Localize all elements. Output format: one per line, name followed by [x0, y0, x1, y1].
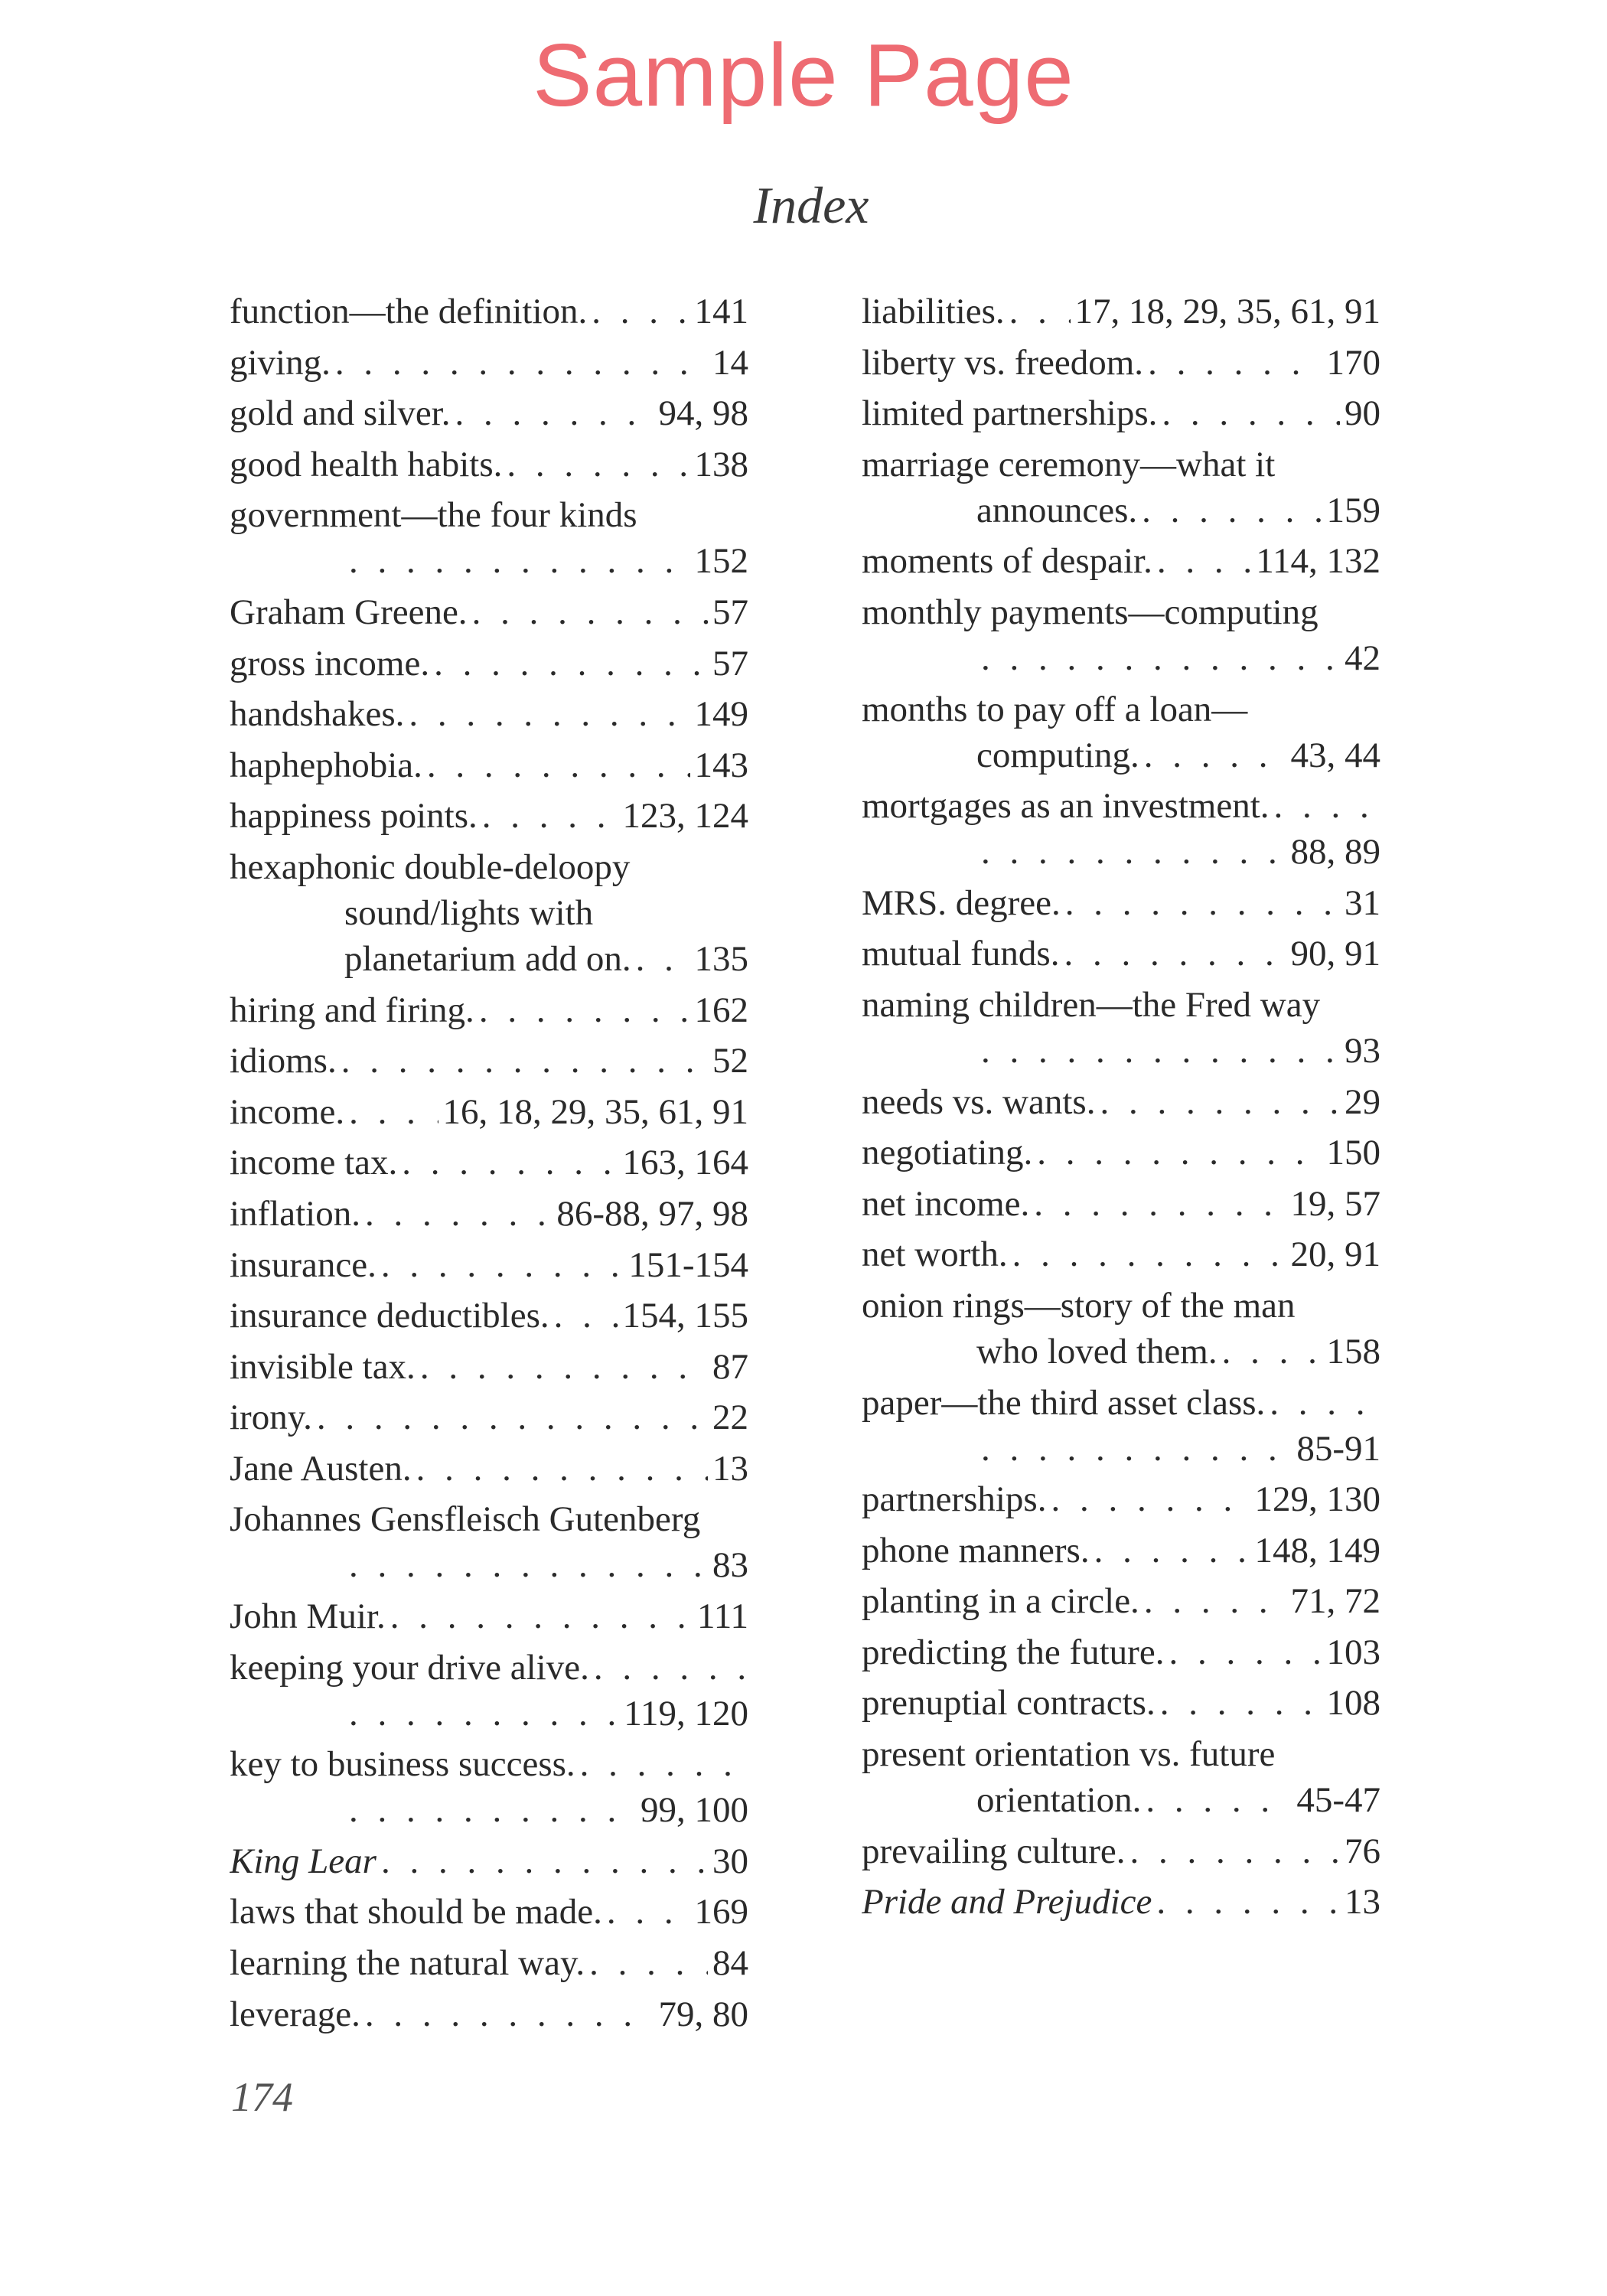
index-entry-line — [230, 1991, 748, 2037]
index-term: sound/lights with — [344, 892, 594, 933]
dot-leader — [349, 1089, 438, 1135]
index-entry-line — [862, 442, 1380, 488]
index-term: planetarium add on. — [344, 938, 631, 979]
index-term: negotiating. — [862, 1133, 1033, 1173]
index-entry-line — [230, 1242, 748, 1288]
index-entry — [862, 1680, 1380, 1726]
dot-leader — [341, 1038, 708, 1084]
index-page-refs: 108 — [1326, 1683, 1380, 1724]
index-entry-line — [230, 793, 748, 839]
index-page-refs: 14 — [712, 342, 748, 383]
index-term: monthly payments—computing — [862, 592, 1319, 632]
index-entry-line — [862, 1629, 1380, 1675]
index-entry — [230, 1242, 748, 1288]
index-term: liabilities. — [862, 292, 1005, 331]
index-entry — [230, 1089, 748, 1135]
index-entry — [230, 793, 748, 839]
index-entry-line — [862, 982, 1380, 1028]
index-entry — [862, 1130, 1380, 1176]
index-entry — [230, 289, 748, 334]
dot-leader — [390, 1593, 693, 1639]
index-entry-line — [862, 1329, 1380, 1375]
index-entry — [230, 742, 748, 788]
index-entry-line — [230, 1191, 748, 1237]
index-entry — [862, 538, 1380, 584]
index-entry-line — [230, 1542, 748, 1588]
dot-leader — [482, 793, 618, 839]
index-term: prenuptial contracts. — [862, 1683, 1156, 1724]
dot-leader — [349, 538, 690, 584]
index-page-refs: 138 — [694, 444, 748, 484]
index-entry-line — [230, 1140, 748, 1186]
index-entry-line — [230, 987, 748, 1033]
dot-leader — [981, 635, 1340, 681]
dot-leader — [349, 1542, 708, 1588]
index-term: keeping your drive alive. — [230, 1647, 589, 1688]
dot-leader — [317, 1394, 708, 1440]
index-term: function—the definition. — [230, 292, 588, 331]
dot-leader — [365, 1191, 552, 1237]
index-term: Pride and Prejudice — [862, 1882, 1152, 1923]
dot-leader — [349, 1787, 636, 1833]
index-entry-line — [862, 931, 1380, 977]
index-term: happiness points. — [230, 796, 478, 837]
index-page-refs: 159 — [1326, 490, 1380, 530]
index-term: paper—the third asset class. — [862, 1382, 1266, 1423]
index-term: prevailing culture. — [862, 1831, 1126, 1871]
index-page-refs: 20, 91 — [1290, 1234, 1380, 1275]
index-entry-line — [230, 1787, 748, 1833]
index-page-refs: 151-154 — [628, 1244, 748, 1285]
index-entry — [230, 340, 748, 386]
index-page-refs: 152 — [694, 541, 748, 582]
index-term: invisible tax. — [230, 1346, 416, 1387]
index-entry-line — [230, 844, 748, 890]
index-term: Johannes Gensfleisch Gutenberg — [230, 1499, 701, 1540]
index-page-refs: 90, 91 — [1290, 934, 1380, 974]
index-page-refs: 45-47 — [1296, 1780, 1380, 1821]
index-column-left — [230, 289, 748, 2042]
dot-leader — [335, 340, 708, 386]
index-page-refs: 135 — [694, 938, 748, 979]
index-term: King Lear — [230, 1841, 376, 1881]
index-entry-line — [862, 488, 1380, 533]
index-page-refs: 79, 80 — [658, 1994, 748, 2034]
index-entry — [862, 1828, 1380, 1874]
index-term: laws that should be made. — [230, 1892, 602, 1932]
index-page-refs: 99, 100 — [641, 1790, 748, 1831]
index-page-refs: 16, 18, 29, 35, 61, 91 — [442, 1091, 748, 1132]
index-entry-line — [862, 589, 1380, 635]
index-page-refs: 42 — [1345, 638, 1380, 678]
index-page-refs: 154, 155 — [622, 1296, 748, 1336]
index-entry-line — [862, 1181, 1380, 1227]
index-entry — [862, 1629, 1380, 1675]
index-entry — [230, 1593, 748, 1639]
index-page-refs: 103 — [1326, 1632, 1380, 1672]
index-entry — [862, 340, 1380, 386]
index-entry-line — [862, 880, 1380, 926]
dot-leader — [1157, 538, 1251, 584]
index-entry-line — [230, 936, 748, 982]
index-entry-line — [230, 1645, 748, 1691]
index-entry-line — [230, 641, 748, 687]
sample-page-watermark: Sample Page — [533, 25, 1074, 125]
index-page-refs: 13 — [1345, 1882, 1380, 1923]
index-page-refs: 111 — [696, 1596, 748, 1637]
dot-leader — [1274, 783, 1380, 829]
index-term: MRS. degree. — [862, 882, 1061, 923]
index-entry — [862, 1528, 1380, 1574]
index-page-refs: 22 — [712, 1397, 748, 1438]
dot-leader — [1009, 289, 1071, 334]
index-term: income. — [230, 1091, 345, 1132]
index-term: good health habits. — [230, 444, 503, 484]
dot-leader — [981, 1426, 1292, 1472]
index-entry — [230, 390, 748, 436]
index-entry — [230, 1991, 748, 2037]
index-page-refs: 19, 57 — [1290, 1183, 1380, 1224]
index-entry — [862, 783, 1380, 875]
index-entry-line — [230, 492, 748, 538]
index-entry — [230, 1293, 748, 1339]
dot-leader — [1065, 880, 1340, 926]
index-term: liberty vs. freedom. — [862, 342, 1144, 383]
dot-leader — [1144, 1578, 1286, 1624]
index-entry — [230, 1344, 748, 1390]
index-page-refs: 94, 98 — [658, 393, 748, 434]
index-entry-line — [862, 1426, 1380, 1472]
index-entry — [862, 1231, 1380, 1277]
index-page-refs: 129, 130 — [1254, 1479, 1380, 1520]
index-page-refs: 43, 44 — [1290, 735, 1380, 775]
index-entry-line — [230, 1838, 748, 1884]
index-term: giving. — [230, 342, 331, 383]
dot-leader — [589, 1940, 708, 1986]
index-entry — [862, 1181, 1380, 1227]
index-page-refs: 86-88, 97, 98 — [556, 1193, 748, 1234]
dot-leader — [1012, 1231, 1286, 1277]
index-entry-line — [230, 1496, 748, 1542]
index-term: present orientation vs. future — [862, 1734, 1276, 1775]
index-entry-line — [230, 340, 748, 386]
index-term: orientation. — [976, 1780, 1142, 1821]
index-entry-line — [862, 1578, 1380, 1624]
index-page-refs: 52 — [712, 1041, 748, 1081]
index-page-refs: 158 — [1326, 1331, 1380, 1371]
index-term: income tax. — [230, 1143, 398, 1183]
index-page-refs: 90 — [1345, 393, 1380, 434]
index-entry-line — [230, 1293, 748, 1339]
dot-leader — [1064, 931, 1286, 977]
dot-leader — [1037, 1130, 1322, 1176]
index-page-refs: 93 — [1345, 1030, 1380, 1071]
index-entry-line — [862, 732, 1380, 778]
index-entry-line — [230, 289, 748, 334]
index-entry — [862, 1731, 1380, 1823]
index-page-refs: 169 — [694, 1892, 748, 1932]
index-entry — [862, 1879, 1380, 1925]
index-entry-line — [862, 1828, 1380, 1874]
index-term: computing. — [976, 735, 1139, 775]
index-page-refs: 76 — [1345, 1831, 1380, 1871]
dot-leader — [1094, 1528, 1250, 1574]
index-entry — [230, 492, 748, 584]
index-term: phone manners. — [862, 1530, 1090, 1570]
index-entry — [230, 1140, 748, 1186]
dot-leader — [1222, 1329, 1322, 1375]
index-entry-line — [230, 1344, 748, 1390]
index-page-refs: 149 — [694, 694, 748, 735]
index-entry — [862, 1476, 1380, 1522]
index-term: handshakes. — [230, 694, 405, 735]
index-page-refs: 163, 164 — [622, 1143, 748, 1183]
index-entry-line — [230, 1889, 748, 1935]
index-entry-line — [230, 442, 748, 488]
index-entry — [230, 641, 748, 687]
index-term: limited partnerships. — [862, 393, 1158, 434]
index-entry-line — [230, 1691, 748, 1737]
dot-leader — [455, 390, 654, 436]
dot-leader — [981, 829, 1286, 875]
index-term: insurance. — [230, 1244, 376, 1285]
index-term: mortgages as an investment. — [862, 786, 1270, 827]
index-entry-line — [230, 390, 748, 436]
index-page-refs: 87 — [712, 1346, 748, 1387]
index-term: announces. — [976, 490, 1138, 530]
dot-leader — [1142, 488, 1322, 533]
index-entry-line — [862, 783, 1380, 829]
index-term: months to pay off a loan— — [862, 689, 1248, 729]
index-page-refs: 57 — [712, 643, 748, 683]
index-term: irony. — [230, 1397, 312, 1438]
dot-leader — [1169, 1629, 1322, 1675]
dot-leader — [409, 691, 689, 737]
index-page-refs: 17, 18, 29, 35, 61, 91 — [1074, 292, 1380, 331]
index-entry-line — [230, 538, 748, 584]
index-term: Jane Austen. — [230, 1448, 412, 1489]
index-entry-line — [230, 742, 748, 788]
index-entry-line — [862, 1777, 1380, 1823]
index-page-refs: 119, 120 — [624, 1693, 748, 1733]
index-term: hexaphonic double-deloopy — [230, 846, 631, 887]
index-term: Graham Greene. — [230, 592, 468, 632]
index-entry — [862, 687, 1380, 778]
page-number: 174 — [231, 2074, 293, 2120]
dot-leader — [402, 1140, 618, 1186]
index-term: needs vs. wants. — [862, 1081, 1096, 1122]
index-entry-line — [862, 1680, 1380, 1726]
index-entry-line — [862, 635, 1380, 681]
index-entry-line — [862, 1028, 1380, 1074]
index-entry — [862, 931, 1380, 977]
dot-leader — [580, 1741, 748, 1787]
dot-leader — [479, 987, 690, 1033]
dot-leader — [1130, 1828, 1340, 1874]
index-entry-line — [862, 1130, 1380, 1176]
index-page-refs: 30 — [712, 1841, 748, 1881]
dot-leader — [507, 442, 689, 488]
index-entry — [230, 987, 748, 1033]
dot-leader — [472, 589, 708, 635]
index-entry-line — [862, 1231, 1380, 1277]
index-term: learning the natural way. — [230, 1943, 585, 1984]
index-entry — [230, 1645, 748, 1737]
index-page-refs: 141 — [694, 292, 748, 331]
dot-leader — [594, 1645, 748, 1691]
index-page-refs: 150 — [1326, 1133, 1380, 1173]
index-entry — [230, 1446, 748, 1492]
index-term: mutual funds. — [862, 934, 1060, 974]
index-term: who loved them. — [976, 1331, 1217, 1371]
index-term: partnerships. — [862, 1479, 1047, 1520]
index-entry-line — [862, 687, 1380, 732]
index-entry-line — [862, 1079, 1380, 1125]
index-entry-line — [862, 1528, 1380, 1574]
index-entry — [230, 844, 748, 982]
index-entry — [230, 1889, 748, 1935]
index-page-refs: 143 — [694, 745, 748, 785]
index-term: predicting the future. — [862, 1632, 1165, 1672]
index-page-refs: 84 — [712, 1943, 748, 1984]
index-entry — [862, 390, 1380, 436]
dot-leader — [434, 641, 708, 687]
dot-leader — [1034, 1181, 1286, 1227]
index-column-right — [862, 289, 1380, 1930]
index-term: gross income. — [230, 643, 430, 683]
index-page-refs: 170 — [1326, 342, 1380, 383]
index-page-refs: 83 — [712, 1545, 748, 1586]
index-term: marriage ceremony—what it — [862, 444, 1276, 484]
index-entry — [862, 589, 1380, 681]
index-entry — [862, 1578, 1380, 1624]
index-entry-line — [862, 340, 1380, 386]
index-entry-line — [230, 1593, 748, 1639]
index-term: government—the four kinds — [230, 495, 637, 536]
index-term: net income. — [862, 1183, 1030, 1224]
index-term: naming children—the Fred way — [862, 984, 1321, 1025]
index-term: inflation. — [230, 1193, 360, 1234]
index-title: Index — [753, 176, 869, 234]
index-term: hiring and firing. — [230, 990, 474, 1030]
index-entry-line — [862, 1879, 1380, 1925]
index-page-refs: 71, 72 — [1290, 1581, 1380, 1622]
index-entry-line — [862, 1380, 1380, 1426]
index-entry-line — [862, 1476, 1380, 1522]
index-page-refs: 13 — [712, 1448, 748, 1489]
index-page-refs: 88, 89 — [1290, 832, 1380, 872]
dot-leader — [1051, 1476, 1250, 1522]
index-term: planting in a circle. — [862, 1581, 1139, 1622]
index-entry — [230, 1394, 748, 1440]
dot-leader — [416, 1446, 708, 1492]
dot-leader — [607, 1889, 690, 1935]
dot-leader — [427, 742, 690, 788]
index-entry — [862, 1079, 1380, 1125]
index-term: leverage. — [230, 1994, 360, 2034]
index-entry — [230, 691, 748, 737]
index-entry-line — [230, 691, 748, 737]
index-entry — [862, 1380, 1380, 1472]
index-entry-line — [862, 1731, 1380, 1777]
index-page-refs: 123, 124 — [622, 796, 748, 837]
index-entry-line — [862, 1283, 1380, 1329]
dot-leader — [981, 1028, 1340, 1074]
index-entry-line — [230, 1089, 748, 1135]
dot-leader — [554, 1293, 618, 1339]
dot-leader — [420, 1344, 708, 1390]
dot-leader — [636, 936, 690, 982]
index-page-refs: 85-91 — [1296, 1428, 1380, 1469]
index-entry — [230, 1496, 748, 1588]
index-entry-line — [862, 538, 1380, 584]
index-page-refs: 114, 132 — [1256, 541, 1380, 582]
index-entry-line — [230, 890, 748, 936]
index-entry — [230, 1038, 748, 1084]
index-page-refs: 148, 149 — [1254, 1530, 1380, 1570]
dot-leader — [592, 289, 689, 334]
index-page-refs: 31 — [1345, 882, 1380, 923]
index-term: onion rings—story of the man — [862, 1285, 1296, 1326]
dot-leader — [1270, 1380, 1380, 1426]
index-entry — [862, 880, 1380, 926]
index-entry — [230, 1940, 748, 1986]
index-entry — [230, 589, 748, 635]
index-entry-line — [862, 390, 1380, 436]
dot-leader — [349, 1691, 619, 1737]
index-term: haphephobia. — [230, 745, 422, 785]
dot-leader — [1156, 1879, 1340, 1925]
dot-leader — [1160, 1680, 1322, 1726]
dot-leader — [1148, 340, 1322, 386]
dot-leader — [381, 1838, 708, 1884]
index-term: John Muir. — [230, 1596, 386, 1637]
index-term: gold and silver. — [230, 393, 451, 434]
index-entry-line — [230, 1940, 748, 1986]
index-entry — [862, 442, 1380, 533]
index-term: moments of despair. — [862, 541, 1152, 582]
index-page-refs: 29 — [1345, 1081, 1380, 1122]
index-entry — [230, 1838, 748, 1884]
index-page-refs: 162 — [694, 990, 748, 1030]
index-entry — [862, 1283, 1380, 1375]
dot-leader — [1162, 390, 1340, 436]
dot-leader — [381, 1242, 624, 1288]
index-entry-line — [230, 589, 748, 635]
index-entry-line — [230, 1038, 748, 1084]
index-entry-line — [230, 1741, 748, 1787]
index-term: idioms. — [230, 1041, 337, 1081]
index-entry — [862, 289, 1380, 334]
index-term: net worth. — [862, 1234, 1008, 1275]
index-entry-line — [230, 1446, 748, 1492]
index-term: key to business success. — [230, 1744, 575, 1785]
index-entry-line — [230, 1394, 748, 1440]
index-entry — [230, 442, 748, 488]
index-entry-line — [862, 829, 1380, 875]
index-entry-line — [862, 289, 1380, 334]
index-page-refs: 57 — [712, 592, 748, 632]
dot-leader — [1144, 732, 1286, 778]
dot-leader — [1100, 1079, 1340, 1125]
index-entry — [862, 982, 1380, 1074]
dot-leader — [1146, 1777, 1292, 1823]
index-entry — [230, 1191, 748, 1237]
index-entry — [230, 1741, 748, 1833]
index-term: insurance deductibles. — [230, 1296, 549, 1336]
dot-leader — [365, 1991, 654, 2037]
